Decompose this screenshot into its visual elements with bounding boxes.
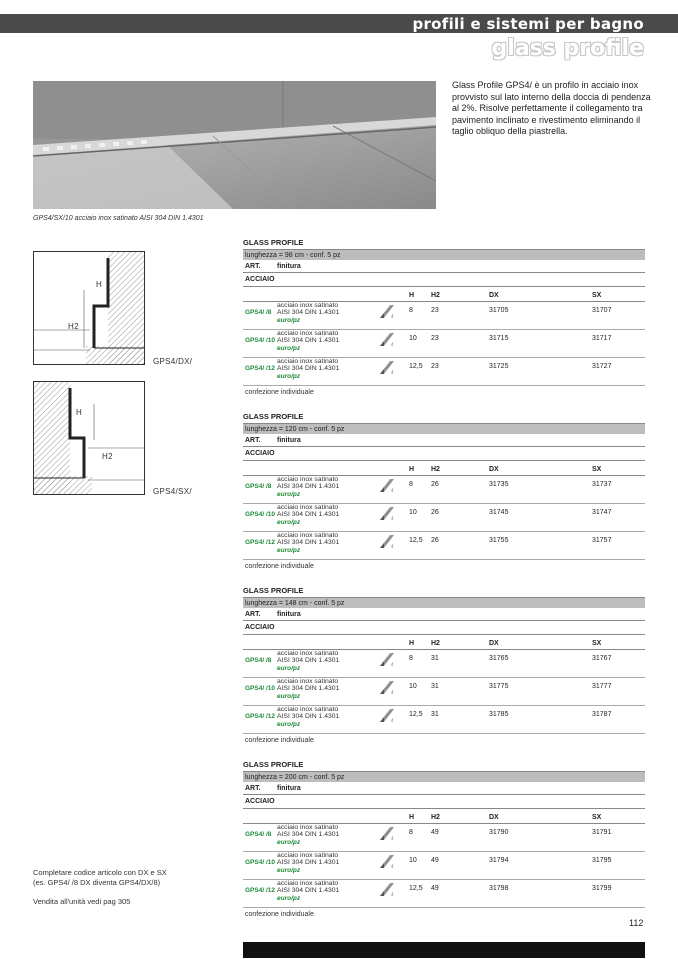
product-row: [243, 678, 645, 706]
material-line-1: acciaio inox satinato: [277, 706, 339, 713]
col-h2: H2: [431, 640, 440, 647]
price-unit: euro/pz: [277, 867, 301, 874]
code-dx: 31765: [489, 655, 509, 662]
diagram-sx-h2: H2: [102, 452, 113, 461]
product-row: [243, 706, 645, 734]
col-h2: H2: [431, 466, 440, 473]
value-h2: 26: [431, 509, 439, 516]
svg-text:4: 4: [391, 662, 394, 666]
product-row: [243, 330, 645, 358]
value-h2: 49: [431, 885, 439, 892]
code-sx: 31795: [592, 857, 612, 864]
material-line-2: AISI 304 DIN 1.4301: [277, 685, 340, 692]
packaging-note: confezione individuale: [245, 911, 314, 918]
code-dx: 31735: [489, 481, 509, 488]
value-h: 8: [409, 481, 413, 488]
price-unit: euro/pz: [277, 693, 301, 700]
value-h2: 23: [431, 307, 439, 314]
material-line-2: AISI 304 DIN 1.4301: [277, 831, 340, 838]
material-line-2: AISI 304 DIN 1.4301: [277, 511, 340, 518]
material: [277, 678, 339, 692]
col-h: H: [409, 814, 415, 821]
code-dx: 31775: [489, 683, 509, 690]
material: [277, 852, 339, 866]
steel-swatch-icon: [380, 507, 394, 520]
value-h: 12,5: [409, 711, 423, 718]
value-h: 10: [409, 683, 417, 690]
section-length: lunghezza = 148 cm - conf. 5 pz: [243, 597, 645, 608]
svg-text:4: 4: [391, 516, 394, 520]
diagram-dx-label: GPS4/DX/: [153, 357, 193, 366]
value-h2: 31: [431, 683, 439, 690]
art-row: [243, 434, 645, 447]
code-dx: 31794: [489, 857, 509, 864]
material: [277, 476, 339, 490]
header-title: profili e sistemi per bagno: [412, 15, 644, 33]
product-row: [243, 504, 645, 532]
price-unit: euro/pz: [277, 839, 301, 846]
product-code: GPS4/ /12: [245, 539, 275, 546]
svg-text:4: 4: [391, 864, 394, 868]
product-row: [243, 650, 645, 678]
diagram-dx-h2: H2: [68, 322, 79, 331]
product-row: [243, 302, 645, 330]
product-code: GPS4/ /10: [245, 511, 275, 518]
column-headers: [243, 290, 645, 302]
note-line-2: (es. GPS4/ /8 DX diventa GPS4/DX/8): [33, 878, 161, 887]
product-code: GPS4/ /8: [245, 483, 272, 490]
code-sx: 31727: [592, 363, 612, 370]
column-headers: [243, 812, 645, 824]
steel-swatch-icon: [380, 535, 394, 548]
product-code: GPS4/ /8: [245, 309, 272, 316]
material-line-2: AISI 304 DIN 1.4301: [277, 713, 340, 720]
material-line-1: acciaio inox satinato: [277, 504, 339, 511]
material: [277, 302, 339, 316]
steel-swatch-icon: [380, 855, 394, 868]
acciaio-label: ACCIAIO: [243, 447, 645, 461]
col-sx: SX: [592, 466, 602, 473]
svg-text:4: 4: [391, 488, 394, 492]
section-title: GLASS PROFILE: [243, 412, 304, 421]
value-h2: 23: [431, 363, 439, 370]
product-section: [243, 411, 645, 574]
art-label: ART.: [245, 785, 261, 792]
material: [277, 706, 339, 720]
finitura-label: finitura: [277, 785, 301, 792]
product-row: [243, 880, 645, 908]
material: [277, 504, 339, 518]
price-unit: euro/pz: [277, 547, 301, 554]
acciaio-label: ACCIAIO: [243, 795, 645, 809]
product-code: GPS4/ /10: [245, 859, 275, 866]
value-h: 12,5: [409, 363, 423, 370]
column-headers: [243, 464, 645, 476]
value-h: 12,5: [409, 885, 423, 892]
steel-swatch-icon: [380, 709, 394, 722]
col-h2: H2: [431, 814, 440, 821]
product-code: GPS4/ /8: [245, 657, 272, 664]
code-sx: 31791: [592, 829, 612, 836]
diagram-dx: [33, 251, 145, 365]
value-h2: 26: [431, 481, 439, 488]
material: [277, 824, 339, 838]
steel-swatch-icon: [380, 883, 394, 896]
col-h2: H2: [431, 292, 440, 299]
section-title: GLASS PROFILE: [243, 760, 304, 769]
finitura-label: finitura: [277, 263, 301, 270]
price-unit: euro/pz: [277, 721, 301, 728]
code-dx: 31755: [489, 537, 509, 544]
value-h: 10: [409, 335, 417, 342]
column-headers: [243, 638, 645, 650]
steel-swatch-icon: [380, 827, 394, 840]
material-line-1: acciaio inox satinato: [277, 358, 339, 365]
svg-text:4: 4: [391, 690, 394, 694]
section-title: GLASS PROFILE: [243, 586, 304, 595]
steel-swatch-icon: [380, 479, 394, 492]
value-h: 10: [409, 509, 417, 516]
price-unit: euro/pz: [277, 345, 301, 352]
section-length: lunghezza = 98 cm - conf. 5 pz: [243, 249, 645, 260]
section-length: lunghezza = 120 cm - conf. 5 pz: [243, 423, 645, 434]
product-row: [243, 476, 645, 504]
product-section: [243, 237, 645, 400]
svg-text:4: 4: [391, 836, 394, 840]
acciaio-label: ACCIAIO: [243, 621, 645, 635]
col-dx: DX: [489, 292, 499, 299]
value-h2: 31: [431, 711, 439, 718]
product-photo: [33, 81, 436, 209]
value-h2: 31: [431, 655, 439, 662]
price-unit: euro/pz: [277, 317, 301, 324]
material-line-2: AISI 304 DIN 1.4301: [277, 539, 340, 546]
product-row: [243, 824, 645, 852]
material: [277, 532, 339, 546]
footer-bar: [243, 942, 645, 958]
product-section: [243, 585, 645, 748]
col-dx: DX: [489, 466, 499, 473]
product-code: GPS4/ /12: [245, 887, 275, 894]
section-title: GLASS PROFILE: [243, 238, 304, 247]
svg-text:4: 4: [391, 544, 394, 548]
value-h2: 26: [431, 537, 439, 544]
code-dx: 31798: [489, 885, 509, 892]
material-line-1: acciaio inox satinato: [277, 302, 339, 309]
diagram-sx-label: GPS4/SX/: [153, 487, 192, 496]
art-row: [243, 260, 645, 273]
material-line-2: AISI 304 DIN 1.4301: [277, 483, 340, 490]
steel-swatch-icon: [380, 361, 394, 374]
product-code: GPS4/ /12: [245, 365, 275, 372]
material-line-1: acciaio inox satinato: [277, 330, 339, 337]
material-line-1: acciaio inox satinato: [277, 476, 339, 483]
diagram-sx-h: H: [76, 408, 83, 417]
code-sx: 31799: [592, 885, 612, 892]
value-h2: 49: [431, 829, 439, 836]
code-sx: 31767: [592, 655, 612, 662]
art-label: ART.: [245, 437, 261, 444]
material-line-2: AISI 304 DIN 1.4301: [277, 337, 340, 344]
code-sx: 31707: [592, 307, 612, 314]
product-code: GPS4/ /10: [245, 337, 275, 344]
product-row: [243, 358, 645, 386]
code-sx: 31757: [592, 537, 612, 544]
material-line-2: AISI 304 DIN 1.4301: [277, 657, 340, 664]
material: [277, 650, 339, 664]
value-h2: 49: [431, 857, 439, 864]
material-line-2: AISI 304 DIN 1.4301: [277, 887, 340, 894]
product-description: Glass Profile GPS4/ è un profilo in acciaio inox provvisto sul lato interno della doccia di pendenza al 2%. Risolve perfettamente il collegamento tra pavimento inclinato e rivestimento eliminando il taglio obliquo della piastrella.: [452, 80, 651, 137]
packaging-note: confezione individuale: [245, 389, 314, 396]
value-h2: 23: [431, 335, 439, 342]
code-dx: 31790: [489, 829, 509, 836]
price-unit: euro/pz: [277, 491, 301, 498]
svg-text:4: 4: [391, 892, 394, 896]
material-line-1: acciaio inox satinato: [277, 678, 339, 685]
material: [277, 880, 339, 894]
steel-swatch-icon: [380, 333, 394, 346]
price-unit: euro/pz: [277, 895, 301, 902]
section-length: lunghezza = 200 cm - conf. 5 pz: [243, 771, 645, 782]
material-line-1: acciaio inox satinato: [277, 880, 339, 887]
col-h: H: [409, 640, 415, 647]
note-code: [33, 868, 167, 888]
col-h: H: [409, 466, 415, 473]
product-code: GPS4/ /12: [245, 713, 275, 720]
diagram-sx: [33, 381, 145, 495]
code-dx: 31705: [489, 307, 509, 314]
acciaio-label: ACCIAIO: [243, 273, 645, 287]
product-code: GPS4/ /10: [245, 685, 275, 692]
material-line-2: AISI 304 DIN 1.4301: [277, 309, 340, 316]
finitura-label: finitura: [277, 437, 301, 444]
header-subtitle: glass profile: [491, 36, 644, 61]
packaging-note: confezione individuale: [245, 737, 314, 744]
material-line-2: AISI 304 DIN 1.4301: [277, 859, 340, 866]
code-sx: 31777: [592, 683, 612, 690]
svg-text:4: 4: [391, 342, 394, 346]
art-label: ART.: [245, 611, 261, 618]
value-h: 8: [409, 307, 413, 314]
value-h: 10: [409, 857, 417, 864]
price-unit: euro/pz: [277, 373, 301, 380]
product-row: [243, 852, 645, 880]
steel-swatch-icon: [380, 681, 394, 694]
note-line-1: Completare codice articolo con DX e SX: [33, 868, 167, 877]
product-code: GPS4/ /8: [245, 831, 272, 838]
art-row: [243, 608, 645, 621]
code-sx: 31747: [592, 509, 612, 516]
art-row: [243, 782, 645, 795]
steel-swatch-icon: [380, 305, 394, 318]
code-dx: 31715: [489, 335, 509, 342]
col-sx: SX: [592, 814, 602, 821]
col-dx: DX: [489, 640, 499, 647]
art-label: ART.: [245, 263, 261, 270]
page-number: 112: [629, 918, 644, 928]
col-dx: DX: [489, 814, 499, 821]
svg-text:4: 4: [391, 370, 394, 374]
photo-caption: GPS4/SX/10 acciaio inox satinato AISI 304 DIN 1.4301: [33, 215, 204, 222]
product-row: [243, 532, 645, 560]
price-unit: euro/pz: [277, 519, 301, 526]
col-sx: SX: [592, 292, 602, 299]
material: [277, 358, 339, 372]
material-line-1: acciaio inox satinato: [277, 650, 339, 657]
material: [277, 330, 339, 344]
code-dx: 31725: [489, 363, 509, 370]
material-line-1: acciaio inox satinato: [277, 824, 339, 831]
code-sx: 31787: [592, 711, 612, 718]
value-h: 8: [409, 655, 413, 662]
material-line-1: acciaio inox satinato: [277, 852, 339, 859]
code-sx: 31717: [592, 335, 612, 342]
svg-text:4: 4: [391, 718, 394, 722]
code-dx: 31785: [489, 711, 509, 718]
col-sx: SX: [592, 640, 602, 647]
diagram-dx-h: H: [96, 280, 103, 289]
material-line-1: acciaio inox satinato: [277, 532, 339, 539]
material-line-2: AISI 304 DIN 1.4301: [277, 365, 340, 372]
product-section: [243, 759, 645, 922]
code-sx: 31737: [592, 481, 612, 488]
note-line-3: Vendita all'unità vedi pag 305: [33, 897, 131, 906]
svg-text:4: 4: [391, 314, 394, 318]
price-unit: euro/pz: [277, 665, 301, 672]
value-h: 8: [409, 829, 413, 836]
finitura-label: finitura: [277, 611, 301, 618]
steel-swatch-icon: [380, 653, 394, 666]
value-h: 12,5: [409, 537, 423, 544]
code-dx: 31745: [489, 509, 509, 516]
packaging-note: confezione individuale: [245, 563, 314, 570]
col-h: H: [409, 292, 415, 299]
